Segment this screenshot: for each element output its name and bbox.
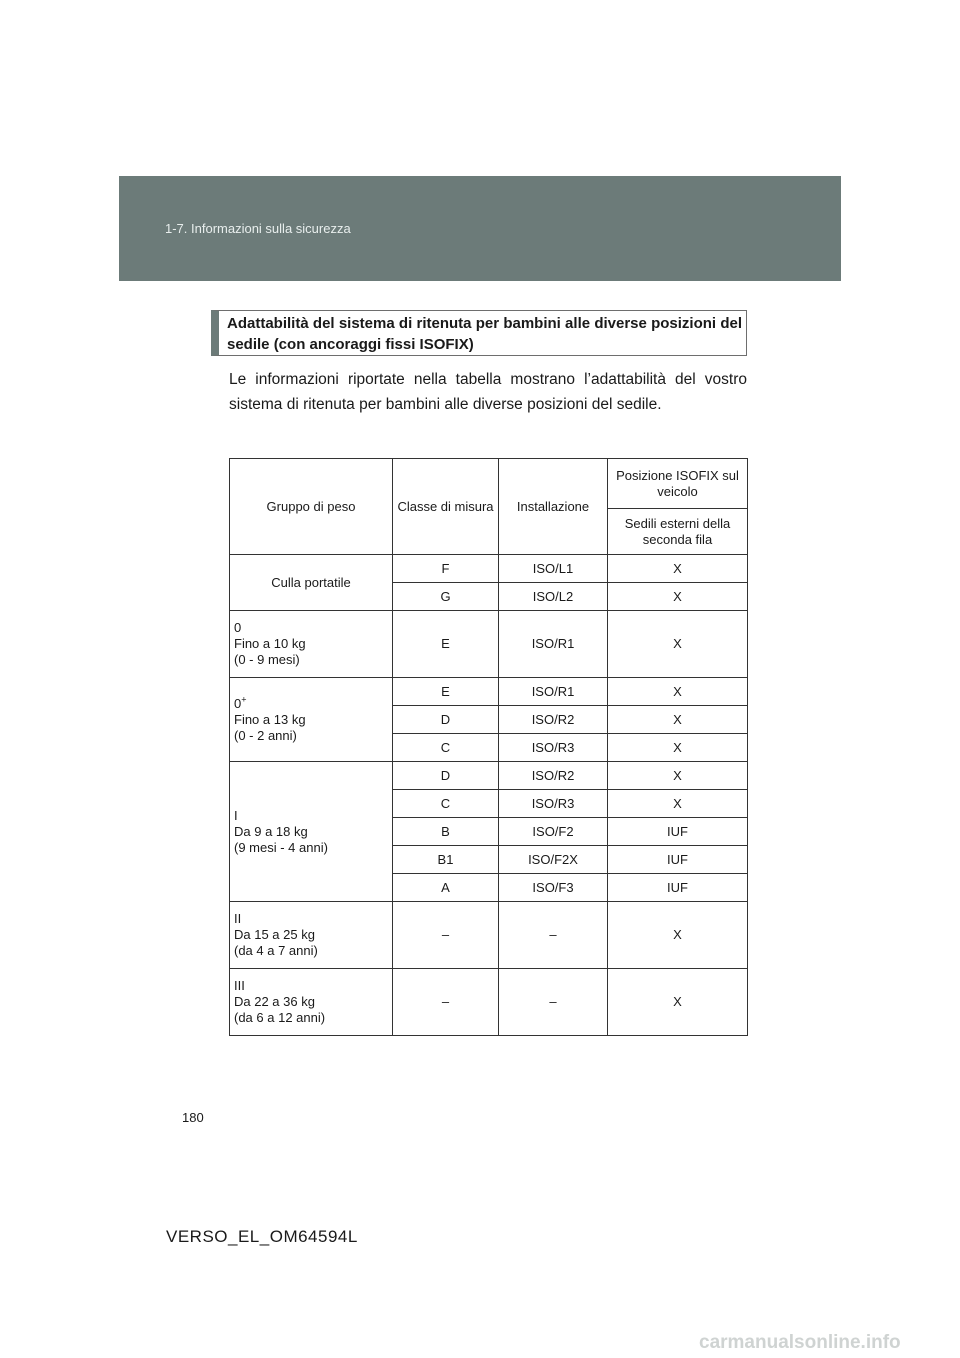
table-row bbox=[230, 678, 748, 706]
weight-group-cell bbox=[230, 611, 393, 678]
installation-cell: ISO/R2 bbox=[499, 762, 608, 790]
isofix-position-cell: X bbox=[608, 555, 748, 583]
isofix-position-cell: IUF bbox=[608, 846, 748, 874]
isofix-position-cell: X bbox=[608, 790, 748, 818]
header-size-class: Classe di misura bbox=[393, 459, 499, 555]
isofix-position-cell: X bbox=[608, 583, 748, 611]
size-class-cell: – bbox=[393, 969, 499, 1036]
weight-group-line: Fino a 10 kg bbox=[234, 636, 306, 651]
header-installation: Installazione bbox=[499, 459, 608, 555]
page-number: 180 bbox=[182, 1110, 204, 1125]
weight-group-line: 0 bbox=[234, 695, 242, 711]
weight-group-line: Da 15 a 25 kg bbox=[234, 927, 315, 942]
header-isofix-position: Posizione ISOFIX sul veicolo bbox=[608, 459, 748, 509]
watermark: carmanualsonline.info bbox=[699, 1332, 901, 1353]
size-class-cell: E bbox=[393, 678, 499, 706]
weight-group-line: I bbox=[234, 807, 238, 823]
installation-cell: ISO/R3 bbox=[499, 734, 608, 762]
weight-group-line: Culla portatile bbox=[271, 574, 351, 590]
isofix-position-cell: IUF bbox=[608, 818, 748, 846]
weight-group-cell bbox=[230, 902, 393, 969]
weight-group-line: (0 - 9 mesi) bbox=[234, 652, 300, 667]
installation-cell: – bbox=[499, 969, 608, 1036]
weight-group-line: Da 9 a 18 kg bbox=[234, 823, 308, 839]
isofix-position-cell: X bbox=[608, 902, 748, 969]
isofix-position-cell: X bbox=[608, 706, 748, 734]
isofix-position-cell: X bbox=[608, 734, 748, 762]
installation-cell: ISO/R2 bbox=[499, 706, 608, 734]
size-class-cell: C bbox=[393, 790, 499, 818]
installation-cell: ISO/R1 bbox=[499, 611, 608, 678]
section-title: 1-7. Informazioni sulla sicurezza bbox=[165, 221, 351, 236]
header-outer-seats-second-row: Sedili esterni della seconda fila bbox=[608, 509, 748, 555]
weight-group-line: 0 bbox=[234, 620, 242, 635]
header-weight-group: Gruppo di peso bbox=[230, 459, 393, 555]
size-class-cell: D bbox=[393, 762, 499, 790]
weight-group-line: (0 - 2 anni) bbox=[234, 727, 297, 743]
size-class-cell: E bbox=[393, 611, 499, 678]
weight-group-line: (9 mesi - 4 anni) bbox=[234, 839, 328, 855]
isofix-position-cell: X bbox=[608, 678, 748, 706]
weight-group-cell bbox=[230, 678, 393, 762]
isofix-position-cell: IUF bbox=[608, 874, 748, 902]
installation-cell: ISO/F3 bbox=[499, 874, 608, 902]
isofix-position-cell: X bbox=[608, 762, 748, 790]
weight-group-line: (da 6 a 12 anni) bbox=[234, 1010, 326, 1025]
installation-cell: ISO/F2X bbox=[499, 846, 608, 874]
size-class-cell: B1 bbox=[393, 846, 499, 874]
weight-group-line: Da 22 a 36 kg bbox=[234, 994, 315, 1009]
isofix-position-cell: X bbox=[608, 969, 748, 1036]
weight-group-line: Fino a 13 kg bbox=[234, 711, 306, 727]
isofix-compatibility-table bbox=[229, 458, 748, 1036]
size-class-cell: A bbox=[393, 874, 499, 902]
installation-cell: ISO/R3 bbox=[499, 790, 608, 818]
size-class-cell: C bbox=[393, 734, 499, 762]
weight-group-cell bbox=[230, 555, 393, 611]
document-code: VERSO_EL_OM64594L bbox=[166, 1227, 358, 1246]
size-class-cell: D bbox=[393, 706, 499, 734]
size-class-cell: – bbox=[393, 902, 499, 969]
size-class-cell: B bbox=[393, 818, 499, 846]
installation-cell: – bbox=[499, 902, 608, 969]
table-row bbox=[230, 902, 748, 969]
table-row bbox=[230, 555, 748, 583]
installation-cell: ISO/L1 bbox=[499, 555, 608, 583]
size-class-cell: G bbox=[393, 583, 499, 611]
weight-group-line: II bbox=[234, 911, 242, 926]
table-row bbox=[230, 762, 748, 790]
weight-group-line: III bbox=[234, 978, 245, 993]
weight-group-line: (da 4 a 7 anni) bbox=[234, 943, 318, 958]
weight-group-superscript: + bbox=[241, 694, 247, 705]
intro-paragraph: Le informazioni riportate nella tabella mostrano l’adattabilità del vostro sistema di ritenuta per bambini alle diverse posizioni del sedile. bbox=[229, 371, 747, 413]
weight-group-cell bbox=[230, 969, 393, 1036]
installation-cell: ISO/R1 bbox=[499, 678, 608, 706]
size-class-cell: F bbox=[393, 555, 499, 583]
installation-cell: ISO/F2 bbox=[499, 818, 608, 846]
table-row bbox=[230, 611, 748, 678]
section-heading: Adattabilità del sistema di ritenuta per bambini alle diverse posizioni del sedile (con ancoraggi fissi ISOFIX) bbox=[211, 310, 747, 356]
isofix-position-cell: X bbox=[608, 611, 748, 678]
installation-cell: ISO/L2 bbox=[499, 583, 608, 611]
table-row bbox=[230, 969, 748, 1036]
weight-group-cell bbox=[230, 762, 393, 902]
